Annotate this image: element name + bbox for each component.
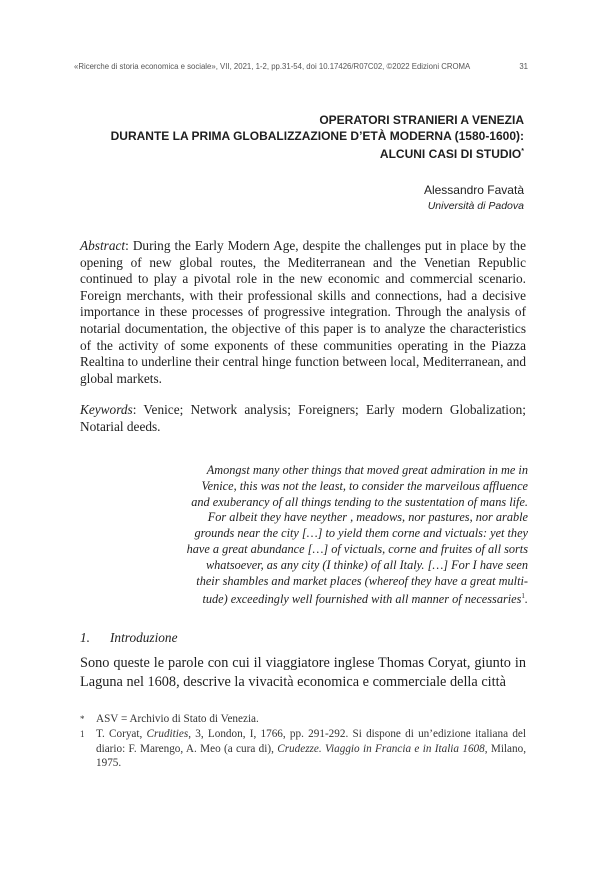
page-number: 31 bbox=[519, 62, 528, 71]
epigraph-line: Venice, this was not the least, to consider the marveilous affluence bbox=[201, 478, 528, 493]
footnote-italic-title: Crudezze. Viaggio in Francia e in Italia 1608 bbox=[277, 742, 485, 755]
footnote-text bbox=[96, 727, 526, 771]
footnote-italic-title: Crudities bbox=[146, 727, 189, 740]
footnotes bbox=[80, 712, 526, 771]
epigraph-line: Amongst many other things that moved great admiration in me in bbox=[206, 463, 528, 477]
epigraph-line: and exuberancy of all things tending to the sustentation of mans life. bbox=[191, 494, 528, 509]
section-number: 1. bbox=[80, 630, 90, 645]
title-line-1: OPERATORI STRANIERI A VENEZIA bbox=[319, 113, 524, 127]
footnote-part: T. Coryat, bbox=[96, 727, 147, 740]
footnote-text: ASV = Archivio di Stato di Venezia. bbox=[96, 713, 259, 725]
abstract-label: Abstract bbox=[80, 238, 126, 253]
epigraph-end: . bbox=[524, 592, 528, 607]
epigraph-line: their shambles and market places (whereof they have a great multi- bbox=[196, 573, 528, 588]
author-affiliation: Università di Padova bbox=[427, 200, 524, 212]
epigraph bbox=[118, 463, 528, 608]
article-title bbox=[64, 112, 524, 162]
title-line-3 bbox=[64, 144, 524, 162]
abstract-text: : During the Early Modern Age, despite the challenges put in place by the opening of new global routes, the Mediterranean and the Venetian Republic continued to play a pivotal role in the new economic and commercial scenario. Foreign merchants, with their professional skills and connections, had a decisive importance in these processes of progressive integration. Through the analysis of notarial documentation, the objective of this paper is to analyze the characteristics of the activity of some exponents of these communities operating in the Piazza Realtina to underline their central hinge function between local, Mediterranean, and global markets. bbox=[80, 238, 527, 386]
footnote-ref-1[interactable]: 1 bbox=[521, 592, 525, 601]
abstract bbox=[80, 238, 526, 387]
footnote bbox=[80, 727, 526, 771]
title-footnote-marker[interactable]: * bbox=[521, 148, 524, 155]
keywords-label: Keywords bbox=[80, 402, 133, 417]
footnote-part: , Milano, 1975. bbox=[96, 742, 526, 770]
epigraph-line: have a great abundance […] of victuals, corne and fruites of all sorts bbox=[186, 541, 528, 556]
footnote-part: , 3, London, I, 1766, pp. 291-292. Si dispone di un’edizione italiana del diario: F. Marengo, A. Meo (a cura di), bbox=[96, 727, 526, 755]
title-line-2: DURANTE LA PRIMA GLOBALIZZAZIONE D’ETÀ MODERNA (1580-1600): bbox=[110, 129, 524, 143]
running-head-citation: «Ricerche di storia economica e sociale», VII, 2021, 1-2, pp.31-54, doi 10.17426/R07C02, ©2022 Edizioni CROMA bbox=[74, 62, 471, 71]
title-line-3-text: ALCUNI CASI DI STUDIO bbox=[379, 147, 522, 161]
keywords-text: : Venice; Network analysis; Foreigners; Early modern Globalization; Notarial deeds. bbox=[80, 402, 526, 434]
keywords bbox=[80, 402, 526, 435]
epigraph-last-line bbox=[118, 589, 528, 608]
body-paragraph: Sono queste le parole con cui il viaggiatore inglese Thomas Coryat, giunto in Laguna nel 1608, descrive la vivacità economica e commerciale della città bbox=[80, 655, 526, 690]
footnote bbox=[80, 712, 526, 727]
epigraph-line: grounds near the city […] to yield them corne and victuals: yet they bbox=[194, 526, 528, 541]
footnote-mark: 1 bbox=[80, 728, 85, 739]
footnote-mark: * bbox=[80, 714, 85, 724]
epigraph-line: tude) exceedingly well fournished with all manner of necessaries bbox=[202, 592, 522, 607]
running-head bbox=[74, 62, 528, 71]
author-name: Alessandro Favatà bbox=[423, 183, 524, 197]
epigraph-line: whatsoever, as any city (I thinke) of all Italy. […] For I have seen bbox=[205, 557, 528, 572]
epigraph-line: For albeit they have neyther , meadows, nor pastures, nor arable bbox=[207, 510, 528, 525]
section-title: Introduzione bbox=[110, 630, 178, 645]
section-heading bbox=[80, 630, 177, 646]
author-block bbox=[424, 182, 524, 214]
